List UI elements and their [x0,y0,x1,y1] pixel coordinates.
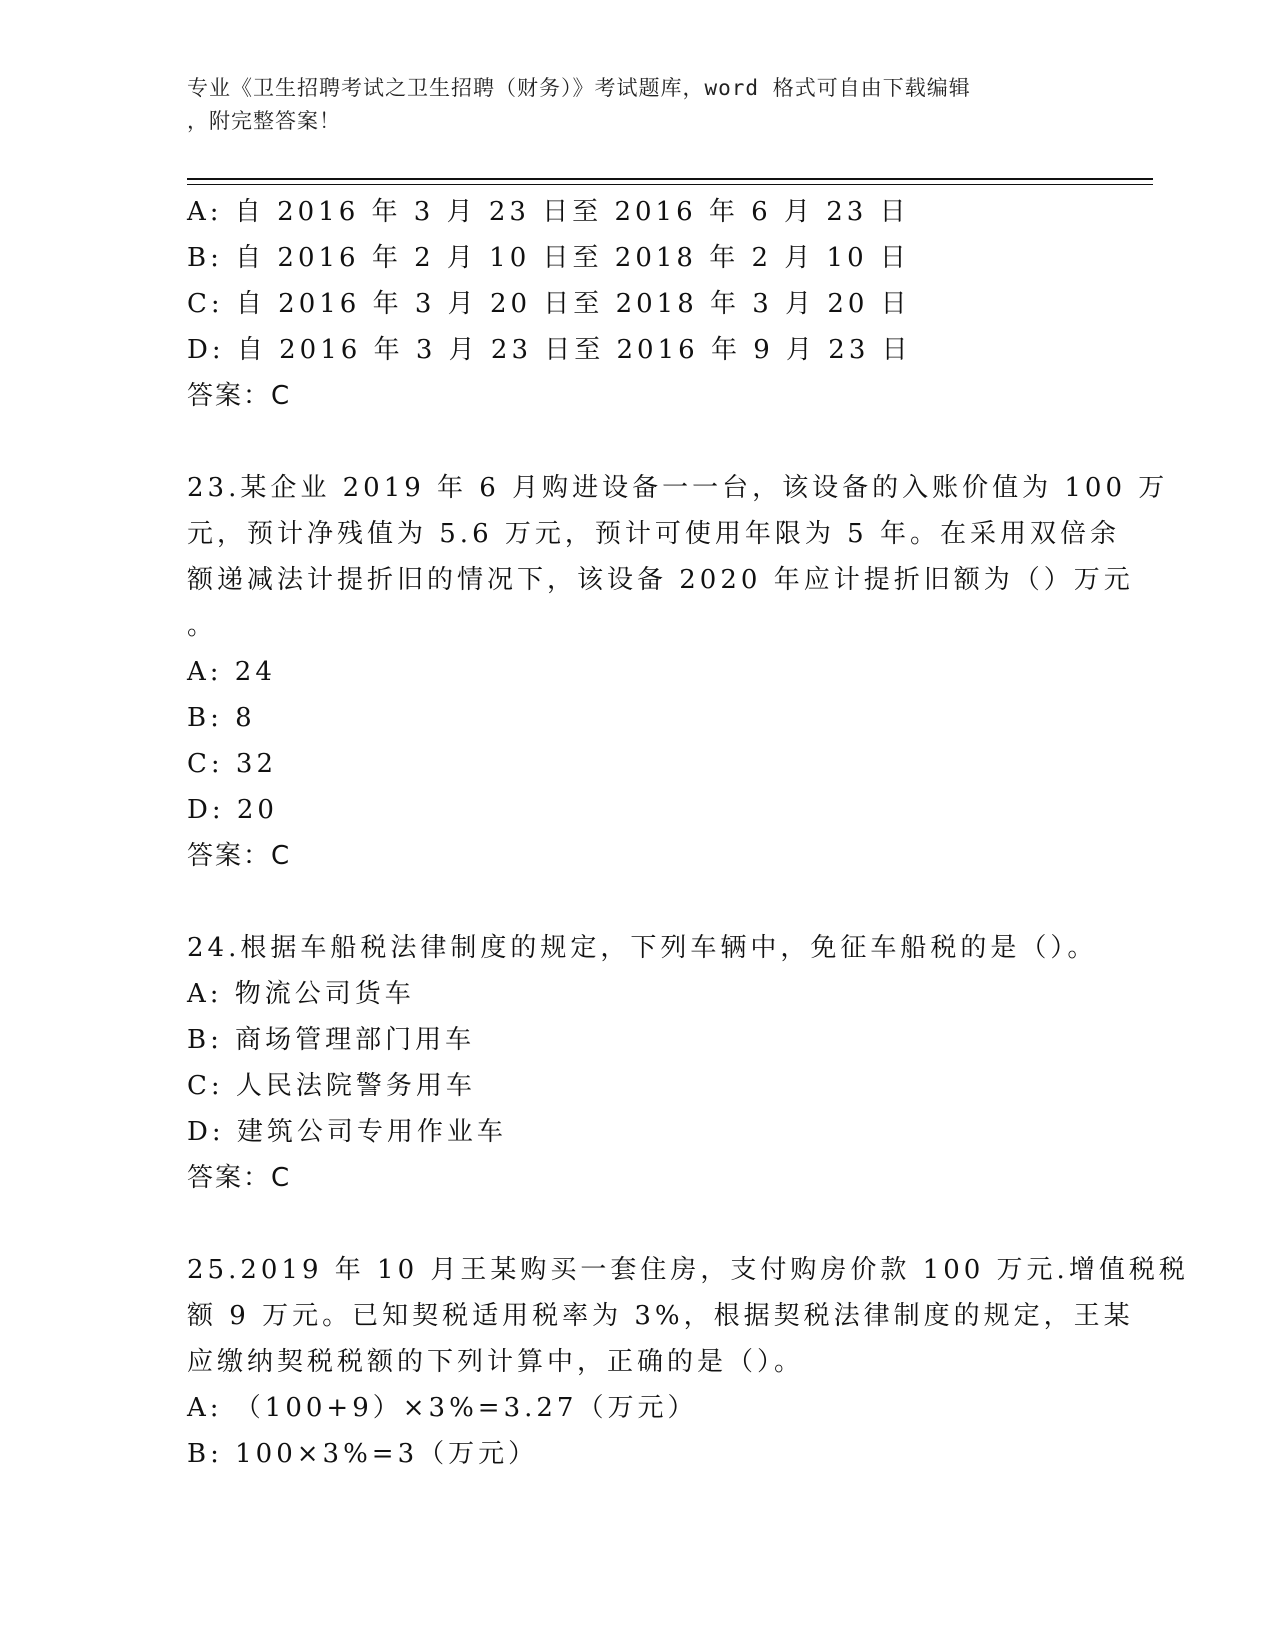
header-line-2: ，附完整答案！ [187,109,341,133]
question-text-line: 25.2019 年 10 月王某购买一套住房，支付购房价款 100 万元.增值税税 [187,1255,1189,1285]
document-header [187,72,1087,138]
option-a: A: （100+9）×3%=3.27（万元） [187,1393,698,1423]
option-a: A: 自 2016 年 3 月 23 日至 2016 年 6 月 23 日 [187,197,910,227]
document-body [187,189,1189,1477]
option-c: C: 人民法院警务用车 [187,1071,476,1101]
question-25 [187,1247,1189,1477]
header-rule-thin [187,184,1153,185]
option-a: A: 物流公司货车 [187,979,415,1009]
option-b: B: 自 2016 年 2 月 10 日至 2018 年 2 月 10 日 [187,243,910,273]
question-text-line: 元，预计净残值为 5.6 万元，预计可使用年限为 5 年。在采用双倍余 [187,519,1120,549]
question-text-line: 24.根据车船税法律制度的规定，下列车辆中，免征车船税的是（）。 [187,933,1098,963]
option-d: D: 建筑公司专用作业车 [187,1117,507,1147]
option-b: B: 100×3%=3（万元） [187,1439,539,1469]
question-text-line: 额 9 万元。已知契税适用税率为 3%，根据契税法律制度的规定，王某 [187,1301,1134,1331]
question-text-line: 23.某企业 2019 年 6 月购进设备一一台，该设备的入账价值为 100 万 [187,473,1169,503]
option-b: B: 8 [187,703,256,733]
option-a: A: 24 [187,657,276,687]
option-b: B: 商场管理部门用车 [187,1025,476,1055]
question-23 [187,465,1169,879]
question-22 [187,189,1087,419]
question-24 [187,925,1098,1201]
header-line-1: 专业《卫生招聘考试之卫生招聘（财务）》考试题库，word 格式可自由下载编辑 [187,76,971,100]
question-text-line: 。 [187,611,218,641]
answer: 答案：C [187,381,292,411]
question-text-line: 应缴纳契税税额的下列计算中，正确的是（）。 [187,1347,805,1377]
answer: 答案：C [187,841,292,871]
option-d: D: 20 [187,795,278,825]
question-text-line: 额递减法计提折旧的情况下，该设备 2020 年应计提折旧额为（）万元 [187,565,1134,595]
answer: 答案：C [187,1163,292,1193]
header-rule-thick [187,178,1153,180]
option-c: C: 32 [187,749,278,779]
option-d: D: 自 2016 年 3 月 23 日至 2016 年 9 月 23 日 [187,335,912,365]
option-c: C: 自 2016 年 3 月 20 日至 2018 年 3 月 20 日 [187,289,911,319]
